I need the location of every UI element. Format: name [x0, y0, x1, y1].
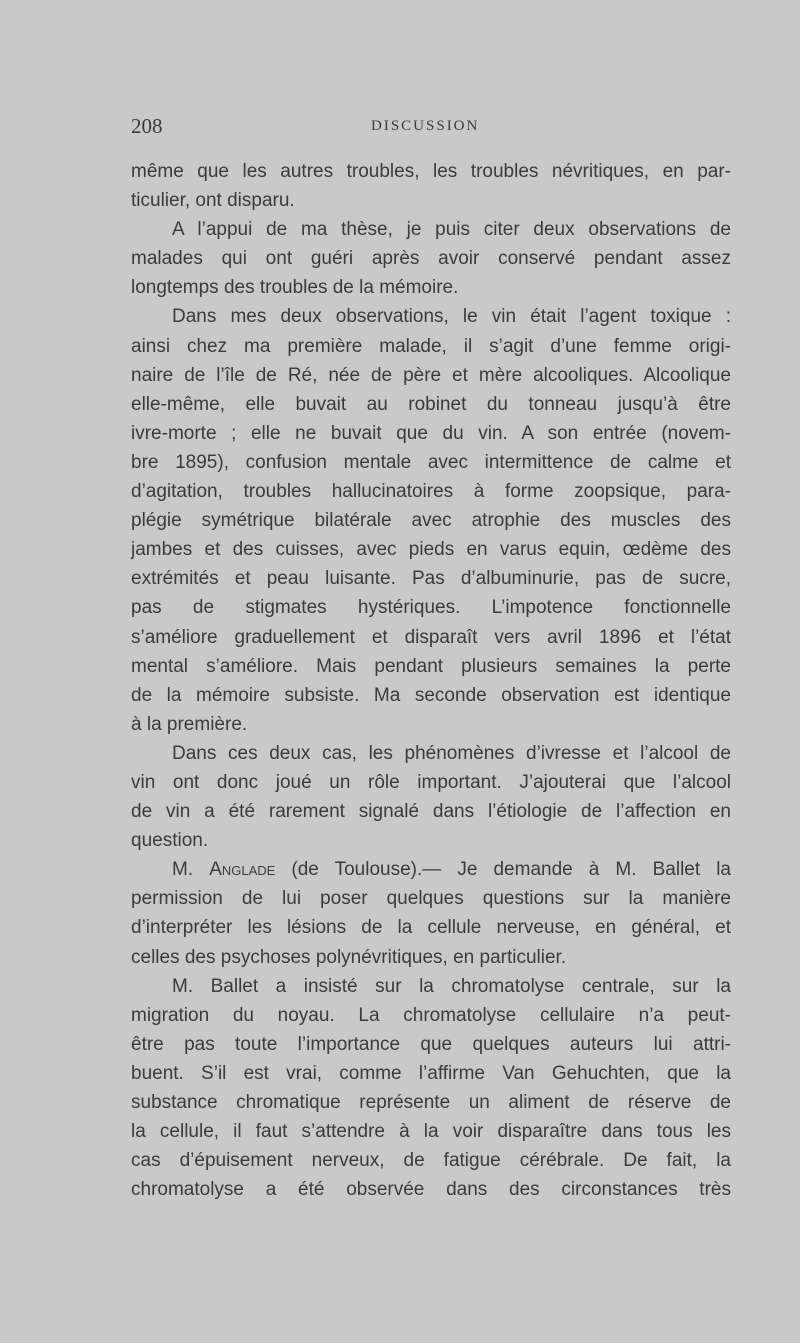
text-line: substance chromatique représente un aliment de réserve de — [131, 1092, 731, 1113]
text-line: ivre-morte ; elle ne buvait que du vin. A son entrée (novem- — [131, 422, 731, 444]
text-line: bre 1895), confusion mentale avec intermittence de calme et — [131, 451, 731, 473]
body-text — [131, 157, 731, 1204]
text-line: migration du noyau. La chromatolyse cellulaire n’a peut- — [131, 1004, 731, 1026]
text-line: être pas toute l’importance que quelques auteurs lui attri- — [131, 1033, 731, 1055]
text-line: permission de lui poser quelques questions sur la manière — [131, 888, 731, 910]
speaker-line-rest: (de Toulouse).— Je demande à M. Ballet la — [275, 859, 731, 881]
text-line: A l’appui de ma thèse, je puis citer deux observations de — [172, 219, 731, 241]
text-line: question. — [131, 830, 209, 852]
text-line: mental s’améliore. Mais pendant plusieurs semaines la perte — [131, 655, 731, 677]
speaker-name: Anglade — [209, 859, 276, 881]
text-block-2 — [131, 884, 731, 1204]
text-line: Dans ces deux cas, les phénomènes d’ivresse et l’alcool de — [172, 742, 731, 764]
text-line: longtemps des troubles de la mémoire. — [131, 277, 459, 299]
text-line: d’interpréter les lésions de la cellule nerveuse, en général, et — [131, 917, 731, 939]
text-line: s’améliore graduellement et disparaît vers avril 1896 et l’état — [131, 626, 731, 648]
text-line: ticulier, ont disparu. — [131, 190, 295, 212]
text-line: elle-même, elle buvait au robinet du tonneau jusqu’à être — [131, 393, 731, 415]
page-header — [131, 114, 731, 142]
text-line: ainsi chez ma première malade, il s’agit d’une femme origi- — [131, 335, 731, 357]
text-line: chromatolyse a été observée dans des circonstances très — [131, 1179, 731, 1201]
text-block-1 — [131, 157, 731, 855]
text-line: d’agitation, troubles hallucinatoires à forme zoopsique, para- — [131, 481, 731, 503]
text-line: cas d’épuisement nerveux, de fatigue cérébrale. De fait, la — [131, 1150, 731, 1172]
text-line: M. Ballet a insisté sur la chromatolyse centrale, sur la — [172, 975, 731, 997]
text-line: vin ont donc joué un rôle important. J’ajouterai que l’alcool — [131, 771, 731, 793]
text-line: à la première. — [131, 713, 248, 735]
text-line: jambes et des cuisses, avec pieds en varus equin, œdème des — [131, 539, 731, 561]
text-line: Dans mes deux observations, le vin était l’agent toxique : — [172, 306, 731, 328]
text-line: extrémités et peau luisante. Pas d’albuminurie, pas de sucre, — [131, 568, 731, 590]
text-line: de vin a été rarement signalé dans l’étiologie de l’affection en — [131, 801, 731, 823]
text-line: naire de l’île de Ré, née de père et mère alcooliques. Alcoolique — [131, 364, 731, 386]
speaker-prefix: M. — [172, 859, 210, 881]
text-line: celles des psychoses polynévritiques, en particulier. — [131, 946, 567, 968]
page-number: 208 — [131, 114, 163, 138]
running-head: DISCUSSION — [371, 118, 480, 134]
text-line: plégie symétrique bilatérale avec atrophie des muscles des — [131, 510, 731, 532]
text-line — [131, 855, 731, 884]
text-line: pas de stigmates hystériques. L’impotence fonctionnelle — [131, 597, 731, 619]
text-line: la cellule, il faut s’attendre à la voir disparaître dans tous les — [131, 1121, 731, 1143]
text-line: de la mémoire subsiste. Ma seconde observation est identique — [131, 684, 731, 706]
text-line: même que les autres troubles, les troubles névritiques, en par- — [131, 161, 731, 182]
text-line: malades qui ont guéri après avoir conservé pendant assez — [131, 248, 731, 270]
text-line: buent. S’il est vrai, comme l’affirme Van Gehuchten, que la — [131, 1062, 731, 1084]
